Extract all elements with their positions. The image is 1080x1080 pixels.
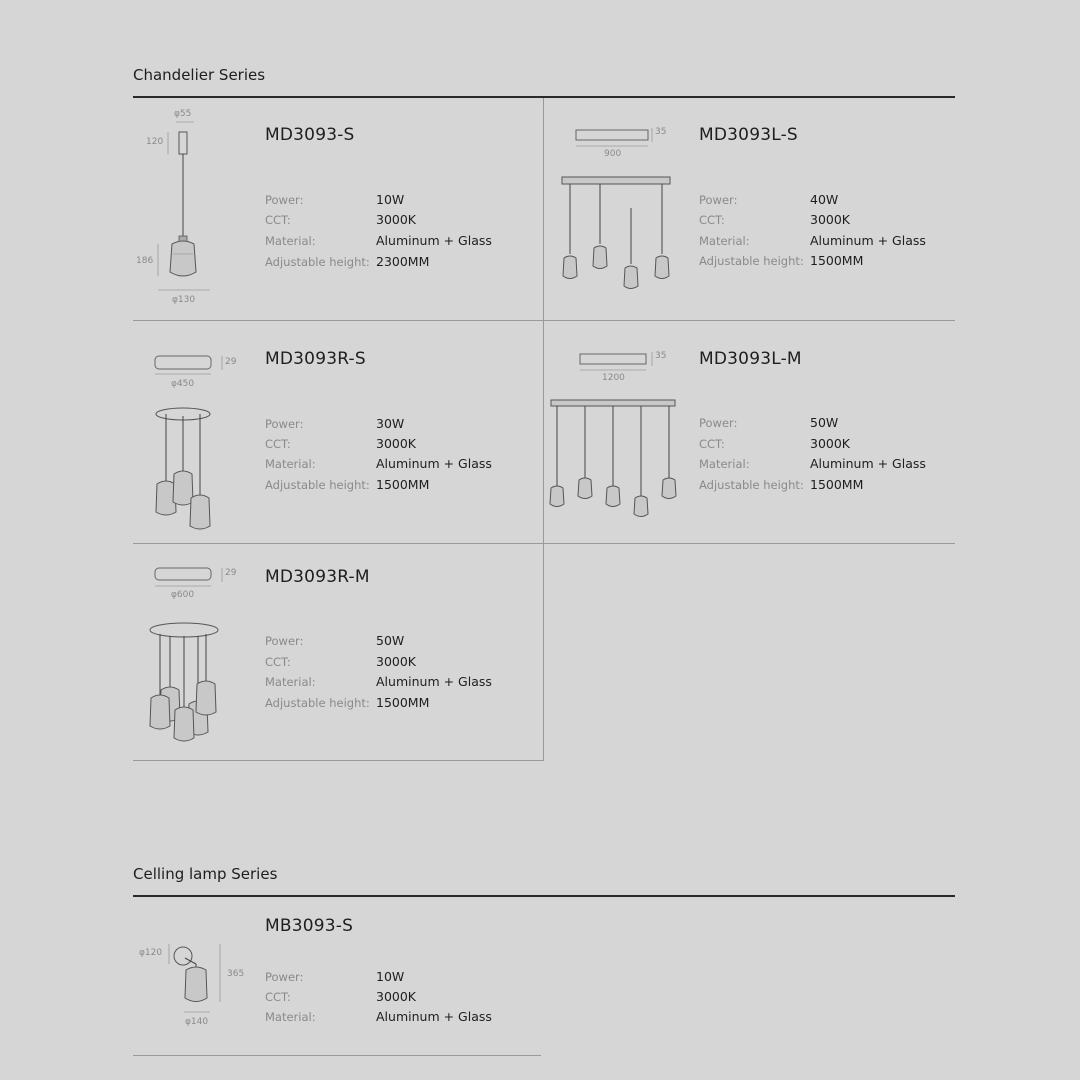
spec-value: 3000K <box>376 989 417 1004</box>
dim-label: φ450 <box>171 379 195 389</box>
spec-value: 1500MM <box>810 477 864 492</box>
spec-value: Aluminum + Glass <box>376 1009 492 1024</box>
spec-value: 1500MM <box>376 477 430 492</box>
product-model: MD3093L-M <box>699 349 802 369</box>
spec-value: 30W <box>376 416 405 431</box>
grid-divider-horizontal <box>133 543 955 544</box>
product-model: MD3093R-S <box>265 349 366 369</box>
spec-value: 3000K <box>810 436 851 451</box>
dim-label: 186 <box>136 256 154 266</box>
spec-label: CCT: <box>265 213 291 227</box>
spec-value: 3000K <box>376 654 417 669</box>
spec-label: Adjustable height: <box>699 478 804 492</box>
spec-label: CCT: <box>265 437 291 451</box>
spec-value: Aluminum + Glass <box>376 674 492 689</box>
spec-label: Adjustable height: <box>265 255 370 269</box>
dim-label: 35 <box>655 351 667 361</box>
spec-label: Adjustable height: <box>699 254 804 268</box>
product-illustration-md3093r-s <box>146 350 256 535</box>
product-illustration-mb3093-s <box>138 940 248 1032</box>
spec-value: 1500MM <box>810 253 864 268</box>
spec-label: Material: <box>265 1010 316 1024</box>
spec-label: Material: <box>265 675 316 689</box>
spec-value: 3000K <box>376 436 417 451</box>
dim-label: φ140 <box>185 1017 209 1027</box>
spec-value: 3000K <box>376 212 417 227</box>
spec-label: Power: <box>699 416 738 430</box>
spec-label: CCT: <box>699 213 725 227</box>
spec-label: Power: <box>265 417 304 431</box>
product-model: MD3093L-S <box>699 125 798 145</box>
section-divider <box>133 895 955 897</box>
spec-value: Aluminum + Glass <box>376 233 492 248</box>
dim-label: φ120 <box>139 948 163 958</box>
spec-value: 40W <box>810 192 839 207</box>
dim-label: φ55 <box>174 109 192 119</box>
section-divider <box>133 96 955 98</box>
grid-divider-horizontal <box>133 760 543 761</box>
product-model: MD3093-S <box>265 125 355 145</box>
spec-label: CCT: <box>699 437 725 451</box>
dim-label: 365 <box>227 969 245 979</box>
spec-label: CCT: <box>265 990 291 1004</box>
grid-divider-horizontal <box>133 320 955 321</box>
spec-label: Power: <box>265 634 304 648</box>
spec-value: 1500MM <box>376 695 430 710</box>
spec-label: Adjustable height: <box>265 478 370 492</box>
product-illustration-md3093r-m <box>146 562 256 752</box>
product-illustration-md3093l-s <box>558 122 678 297</box>
dim-label: φ130 <box>172 295 196 305</box>
dim-label: 120 <box>146 137 164 147</box>
spec-label: Material: <box>699 234 750 248</box>
dim-label: 900 <box>604 149 622 159</box>
dim-label: 35 <box>655 127 667 137</box>
grid-divider-vertical <box>543 98 544 761</box>
spec-value: 10W <box>376 192 405 207</box>
dim-label: 1200 <box>602 373 625 383</box>
spec-value: 2300MM <box>376 254 430 269</box>
spec-label: Material: <box>265 234 316 248</box>
spec-label: Power: <box>265 193 304 207</box>
dim-label: 29 <box>225 357 237 367</box>
spec-value: Aluminum + Glass <box>376 456 492 471</box>
section-title-ceiling-lamp: Celling lamp Series <box>133 865 278 883</box>
spec-label: CCT: <box>265 655 291 669</box>
dim-label: φ600 <box>171 590 195 600</box>
section-title-chandelier: Chandelier Series <box>133 66 266 84</box>
product-model: MD3093R-M <box>265 567 370 587</box>
spec-label: Power: <box>699 193 738 207</box>
product-model: MB3093-S <box>265 916 354 936</box>
spec-label: Material: <box>699 457 750 471</box>
spec-label: Adjustable height: <box>265 696 370 710</box>
spec-value: 50W <box>810 415 839 430</box>
spec-value: Aluminum + Glass <box>810 233 926 248</box>
spec-value: Aluminum + Glass <box>810 456 926 471</box>
spec-value: 50W <box>376 633 405 648</box>
spec-label: Power: <box>265 970 304 984</box>
spec-value: 10W <box>376 969 405 984</box>
product-illustration-md3093-s <box>136 104 246 309</box>
grid-divider-horizontal <box>133 1055 541 1056</box>
spec-value: 3000K <box>810 212 851 227</box>
product-illustration-md3093l-m <box>548 346 683 521</box>
dim-label: 29 <box>225 568 237 578</box>
spec-label: Material: <box>265 457 316 471</box>
